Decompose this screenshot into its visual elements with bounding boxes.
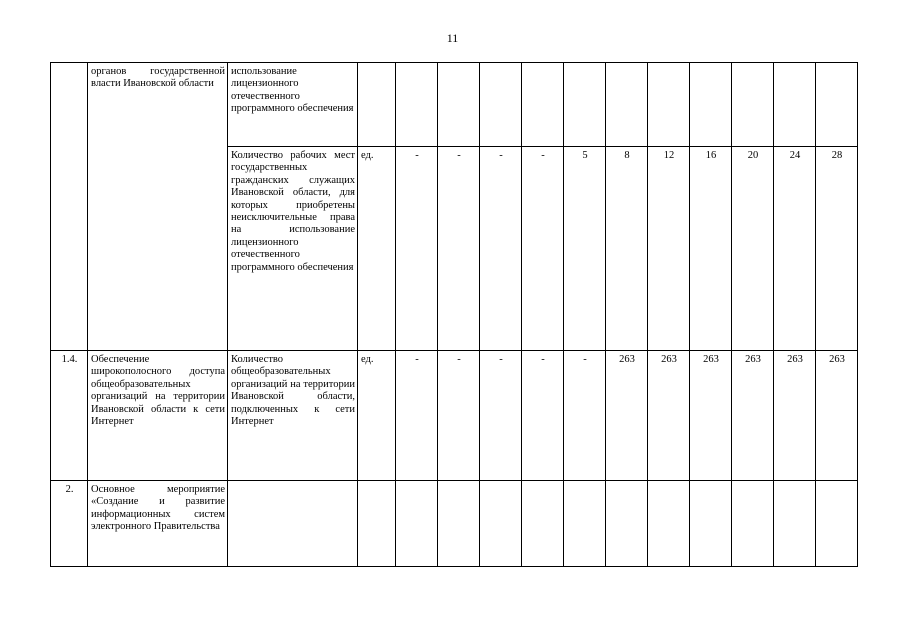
value-cell [438, 63, 480, 147]
value-cell [522, 63, 564, 147]
value-cell: 263 [606, 351, 648, 481]
value-cell: 263 [648, 351, 690, 481]
indicator-cell [228, 481, 358, 567]
value-cell [816, 63, 858, 147]
value-cell [690, 63, 732, 147]
value-cell [438, 481, 480, 567]
value-cell: - [522, 147, 564, 351]
value-cell [774, 481, 816, 567]
value-cell [648, 481, 690, 567]
value-cell [396, 481, 438, 567]
value-cell: 20 [732, 147, 774, 351]
value-cell: 24 [774, 147, 816, 351]
indicator-cell: использование лицензионного отечественного программного обеспечения [228, 63, 358, 147]
value-cell: - [396, 147, 438, 351]
value-cell: 8 [606, 147, 648, 351]
row-number-cell: 1.4. [51, 351, 88, 481]
measure-cell: органов государственной власти Ивановской области [88, 63, 228, 351]
value-cell: 263 [690, 351, 732, 481]
value-cell: - [480, 351, 522, 481]
value-cell [480, 481, 522, 567]
value-cell [774, 63, 816, 147]
measure-cell: Основное мероприятие «Создание и развитие информационных систем электронного Правительства [88, 481, 228, 567]
value-cell: - [564, 351, 606, 481]
value-cell: 5 [564, 147, 606, 351]
value-cell: 263 [732, 351, 774, 481]
value-cell [564, 481, 606, 567]
unit-cell [358, 481, 396, 567]
value-cell [564, 63, 606, 147]
value-cell [606, 481, 648, 567]
indicator-cell: Количество общеобразовательных организаций на территории Ивановской области, подключенных к сети Интернет [228, 351, 358, 481]
value-cell: 263 [816, 351, 858, 481]
value-cell [732, 63, 774, 147]
unit-cell [358, 63, 396, 147]
unit-cell: ед. [358, 147, 396, 351]
measure-cell: Обеспечение широкополосного доступа общеобразовательных организаций на территории Ивановской области к сети Интернет [88, 351, 228, 481]
unit-cell: ед. [358, 351, 396, 481]
value-cell [648, 63, 690, 147]
row-number-cell [51, 63, 88, 351]
page-number: 11 [446, 31, 459, 45]
value-cell: - [522, 351, 564, 481]
value-cell [732, 481, 774, 567]
value-cell [522, 481, 564, 567]
value-cell: 16 [690, 147, 732, 351]
value-cell: 28 [816, 147, 858, 351]
value-cell [396, 63, 438, 147]
table-row [51, 351, 858, 481]
row-number-cell: 2. [51, 481, 88, 567]
table-row [51, 481, 858, 567]
indicators-table [50, 62, 858, 567]
value-cell: - [438, 351, 480, 481]
value-cell [816, 481, 858, 567]
table-row [51, 63, 858, 147]
value-cell: 263 [774, 351, 816, 481]
value-cell: 12 [648, 147, 690, 351]
value-cell: - [438, 147, 480, 351]
indicator-cell: Количество рабочих мест государственных гражданских служащих Ивановской области, для которых приобретены неисключительные права на использование лицензионного отечественного программного обеспечения [228, 147, 358, 351]
value-cell [690, 481, 732, 567]
value-cell [606, 63, 648, 147]
value-cell: - [480, 147, 522, 351]
value-cell [480, 63, 522, 147]
value-cell: - [396, 351, 438, 481]
